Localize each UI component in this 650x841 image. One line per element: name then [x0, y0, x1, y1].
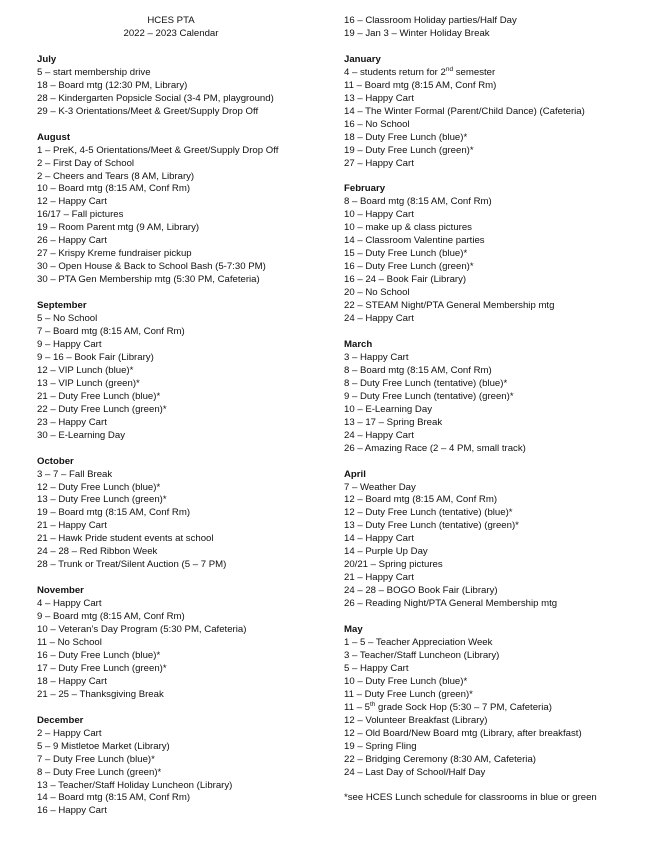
calendar-entry: 14 – The Winter Formal (Parent/Child Dance) (Cafeteria): [344, 105, 585, 117]
calendar-entry: 13 – 17 – Spring Break: [344, 416, 443, 428]
calendar-entry: 16 – Classroom Holiday parties/Half Day: [344, 15, 517, 26]
calendar-entry: 29 – K-3 Orientations/Meet & Greet/Supply Drop Off: [37, 105, 259, 117]
calendar-entry: 8 – Board mtg (8:15 AM, Conf Rm): [344, 196, 492, 208]
calendar-entry: 30 – PTA Gen Membership mtg (5:30 PM, Cafeteria): [37, 274, 260, 286]
calendar-entry: 15 – Duty Free Lunch (blue)*: [344, 248, 468, 260]
document-subtitle: 2022 – 2023 Calendar: [123, 27, 219, 39]
left-column: [37, 15, 335, 818]
calendar-entry: 18 – Happy Cart: [37, 675, 107, 687]
calendar-entry: 8 – Board mtg (8:15 AM, Conf Rm): [344, 364, 492, 376]
left-sections: [37, 54, 335, 818]
month-section-january: [344, 54, 644, 171]
calendar-entry: 26 – Reading Night/PTA General Membership mtg: [344, 598, 558, 610]
month-heading: March: [344, 338, 373, 350]
calendar-entry: 12 – Duty Free Lunch (blue)*: [37, 481, 161, 493]
month-heading: May: [344, 624, 363, 636]
calendar-entry: 19 – Room Parent mtg (9 AM, Library): [37, 222, 200, 234]
month-heading: December: [37, 714, 84, 726]
month-section-april: [344, 469, 644, 611]
calendar-entry: 24 – 28 – Red Ribbon Week: [37, 546, 158, 558]
calendar-entry: 21 – 25 – Thanksgiving Break: [37, 688, 164, 700]
calendar-entry: 13 – Duty Free Lunch (tentative) (green)*: [344, 520, 519, 532]
calendar-entry: 19 – Jan 3 – Winter Holiday Break: [344, 27, 490, 39]
month-section-march: [344, 339, 644, 456]
calendar-entry: 28 – Trunk or Treat/Silent Auction (5 – 7 PM): [37, 559, 227, 571]
calendar-entry: 12 – Board mtg (8:15 AM, Conf Rm): [344, 494, 498, 506]
calendar-entry: 28 – Kindergarten Popsicle Social (3-4 PM, playground): [37, 92, 274, 104]
calendar-entry: 10 – Board mtg (8:15 AM, Conf Rm): [37, 183, 191, 195]
calendar-entry: 12 – Old Board/New Board mtg (Library, after breakfast): [344, 727, 582, 739]
calendar-entry: 8 – Duty Free Lunch (green)*: [37, 766, 162, 778]
calendar-entry: 19 – Board mtg (8:15 AM, Conf Rm): [37, 507, 191, 519]
calendar-entry: 12 – Happy Cart: [37, 196, 107, 208]
month-section-september: [37, 300, 335, 442]
month-section-august: [37, 132, 335, 287]
calendar-entry: 21 – Happy Cart: [344, 572, 414, 584]
calendar-entry: 5 – No School: [37, 313, 98, 325]
calendar-entry: 3 – 7 – Fall Break: [37, 468, 113, 480]
calendar-entry: 7 – Duty Free Lunch (blue)*: [37, 753, 155, 765]
calendar-entry: 13 – Duty Free Lunch (green)*: [37, 494, 167, 506]
calendar-entry: 21 – Duty Free Lunch (blue)*: [37, 390, 161, 402]
calendar-entry: 14 – Happy Cart: [344, 533, 414, 545]
calendar-entry: 3 – Happy Cart: [344, 351, 409, 363]
calendar-entry: 16 – 24 – Book Fair (Library): [344, 274, 467, 286]
calendar-entry: 16 – Duty Free Lunch (green)*: [344, 261, 474, 273]
month-heading: April: [344, 468, 366, 480]
calendar-entry: 2 – Cheers and Tears (8 AM, Library): [37, 170, 195, 182]
month-heading: October: [37, 455, 74, 467]
calendar-entry: 14 – Purple Up Day: [344, 546, 428, 558]
right-sections: [344, 54, 644, 780]
calendar-entry: 11 – Duty Free Lunch (green)*: [344, 688, 473, 700]
month-heading: November: [37, 585, 84, 597]
calendar-entry: 26 – Amazing Race (2 – 4 PM, small track): [344, 442, 526, 454]
calendar-entry: 5 – 9 Mistletoe Market (Library): [37, 740, 170, 752]
calendar-entry: 17 – Duty Free Lunch (green)*: [37, 662, 167, 674]
calendar-entry: 24 – Happy Cart: [344, 429, 414, 441]
calendar-entry: 12 – VIP Lunch (blue)*: [37, 364, 134, 376]
calendar-entry: 22 – STEAM Night/PTA General Membership mtg: [344, 300, 555, 312]
month-heading: July: [37, 53, 57, 65]
december-continued: [344, 15, 644, 41]
calendar-entry: 19 – Spring Fling: [344, 740, 417, 752]
month-heading: January: [344, 53, 381, 65]
month-section-may: [344, 624, 644, 779]
calendar-entry: 10 – make up & class pictures: [344, 222, 472, 234]
calendar-entry: 30 – E-Learning Day: [37, 429, 125, 441]
calendar-entry: 10 – Happy Cart: [344, 209, 414, 221]
calendar-entry: 10 – Duty Free Lunch (blue)*: [344, 675, 468, 687]
calendar-entry: 9 – Duty Free Lunch (tentative) (green)*: [344, 390, 514, 402]
calendar-entry: 30 – Open House & Back to School Bash (5-7:30 PM): [37, 261, 266, 273]
calendar-entry: 23 – Happy Cart: [37, 416, 107, 428]
calendar-entry: 11 – Board mtg (8:15 AM, Conf Rm): [344, 79, 497, 91]
calendar-entry: 24 – 28 – BOGO Book Fair (Library): [344, 585, 498, 597]
calendar-entry: 20 – No School: [344, 287, 410, 299]
calendar-entry: 20/21 – Spring pictures: [344, 559, 443, 571]
calendar-entry: 27 – Krispy Kreme fundraiser pickup: [37, 248, 192, 260]
calendar-entry: 16 – No School: [344, 118, 410, 130]
calendar-entry: 14 – Board mtg (8:15 AM, Conf Rm): [37, 792, 191, 804]
calendar-entry: 4 – students return for 2nd semester: [344, 65, 496, 78]
calendar-entry: 2 – First Day of School: [37, 157, 135, 169]
calendar-entry: 3 – Teacher/Staff Luncheon (Library): [344, 649, 500, 661]
month-section-december: [37, 715, 335, 819]
document-title: HCES PTA: [147, 15, 195, 26]
calendar-entry: 10 – E-Learning Day: [344, 403, 432, 415]
month-section-july: [37, 54, 335, 119]
footnote: *see HCES Lunch schedule for classrooms in blue or green: [344, 792, 597, 804]
calendar-entry: 5 – start membership drive: [37, 66, 151, 78]
calendar-entry: 24 – Happy Cart: [344, 313, 414, 325]
calendar-entry: 5 – Happy Cart: [344, 662, 409, 674]
month-section-february: [344, 183, 644, 325]
calendar-entry: 4 – Happy Cart: [37, 598, 102, 610]
right-column: [344, 15, 644, 805]
calendar-entry: 10 – Veteran’s Day Program (5:30 PM, Cafeteria): [37, 624, 247, 636]
calendar-entry: 14 – Classroom Valentine parties: [344, 235, 485, 247]
calendar-entry: 13 – VIP Lunch (green)*: [37, 377, 140, 389]
calendar-entry: 24 – Last Day of School/Half Day: [344, 766, 486, 778]
month-heading: August: [37, 131, 71, 143]
month-heading: February: [344, 183, 386, 195]
calendar-entry: 12 – Volunteer Breakfast (Library): [344, 714, 488, 726]
calendar-entry: 21 – Hawk Pride student events at school: [37, 533, 214, 545]
calendar-entry: 9 – 16 – Book Fair (Library): [37, 351, 154, 363]
calendar-entry: 1 – 5 – Teacher Appreciation Week: [344, 636, 493, 648]
calendar-entry: 11 – 5th grade Sock Hop (5:30 – 7 PM, Cafeteria): [344, 700, 552, 713]
calendar-entry: 13 – Happy Cart: [344, 92, 414, 104]
month-section-november: [37, 585, 335, 702]
calendar-entry: 22 – Duty Free Lunch (green)*: [37, 403, 167, 415]
month-heading: September: [37, 300, 87, 312]
calendar-entry: 18 – Duty Free Lunch (blue)*: [344, 131, 468, 143]
calendar-entry: 22 – Bridging Ceremony (8:30 AM, Cafeteria): [344, 753, 536, 765]
calendar-entry: 9 – Happy Cart: [37, 338, 102, 350]
calendar-entry: 21 – Happy Cart: [37, 520, 107, 532]
calendar-entry: 27 – Happy Cart: [344, 157, 414, 169]
calendar-entry: 7 – Weather Day: [344, 481, 416, 493]
calendar-entry: 7 – Board mtg (8:15 AM, Conf Rm): [37, 326, 185, 338]
calendar-entry: 16 – Duty Free Lunch (blue)*: [37, 649, 161, 661]
calendar-entry: 11 – No School: [37, 636, 102, 648]
calendar-entry: 2 – Happy Cart: [37, 727, 102, 739]
calendar-entry: 16/17 – Fall pictures: [37, 209, 124, 221]
calendar-entry: 1 – PreK, 4-5 Orientations/Meet & Greet/Supply Drop Off: [37, 144, 279, 156]
calendar-entry: 26 – Happy Cart: [37, 235, 107, 247]
month-section-october: [37, 456, 335, 573]
calendar-entry: 18 – Board mtg (12:30 PM, Library): [37, 79, 188, 91]
calendar-entry: 12 – Duty Free Lunch (tentative) (blue)*: [344, 507, 513, 519]
calendar-entry: 9 – Board mtg (8:15 AM, Conf Rm): [37, 611, 185, 623]
calendar-entry: 8 – Duty Free Lunch (tentative) (blue)*: [344, 377, 508, 389]
calendar-entry: 13 – Teacher/Staff Holiday Luncheon (Library): [37, 779, 233, 791]
calendar-entry: 16 – Happy Cart: [37, 805, 107, 817]
calendar-entry: 19 – Duty Free Lunch (green)*: [344, 144, 474, 156]
